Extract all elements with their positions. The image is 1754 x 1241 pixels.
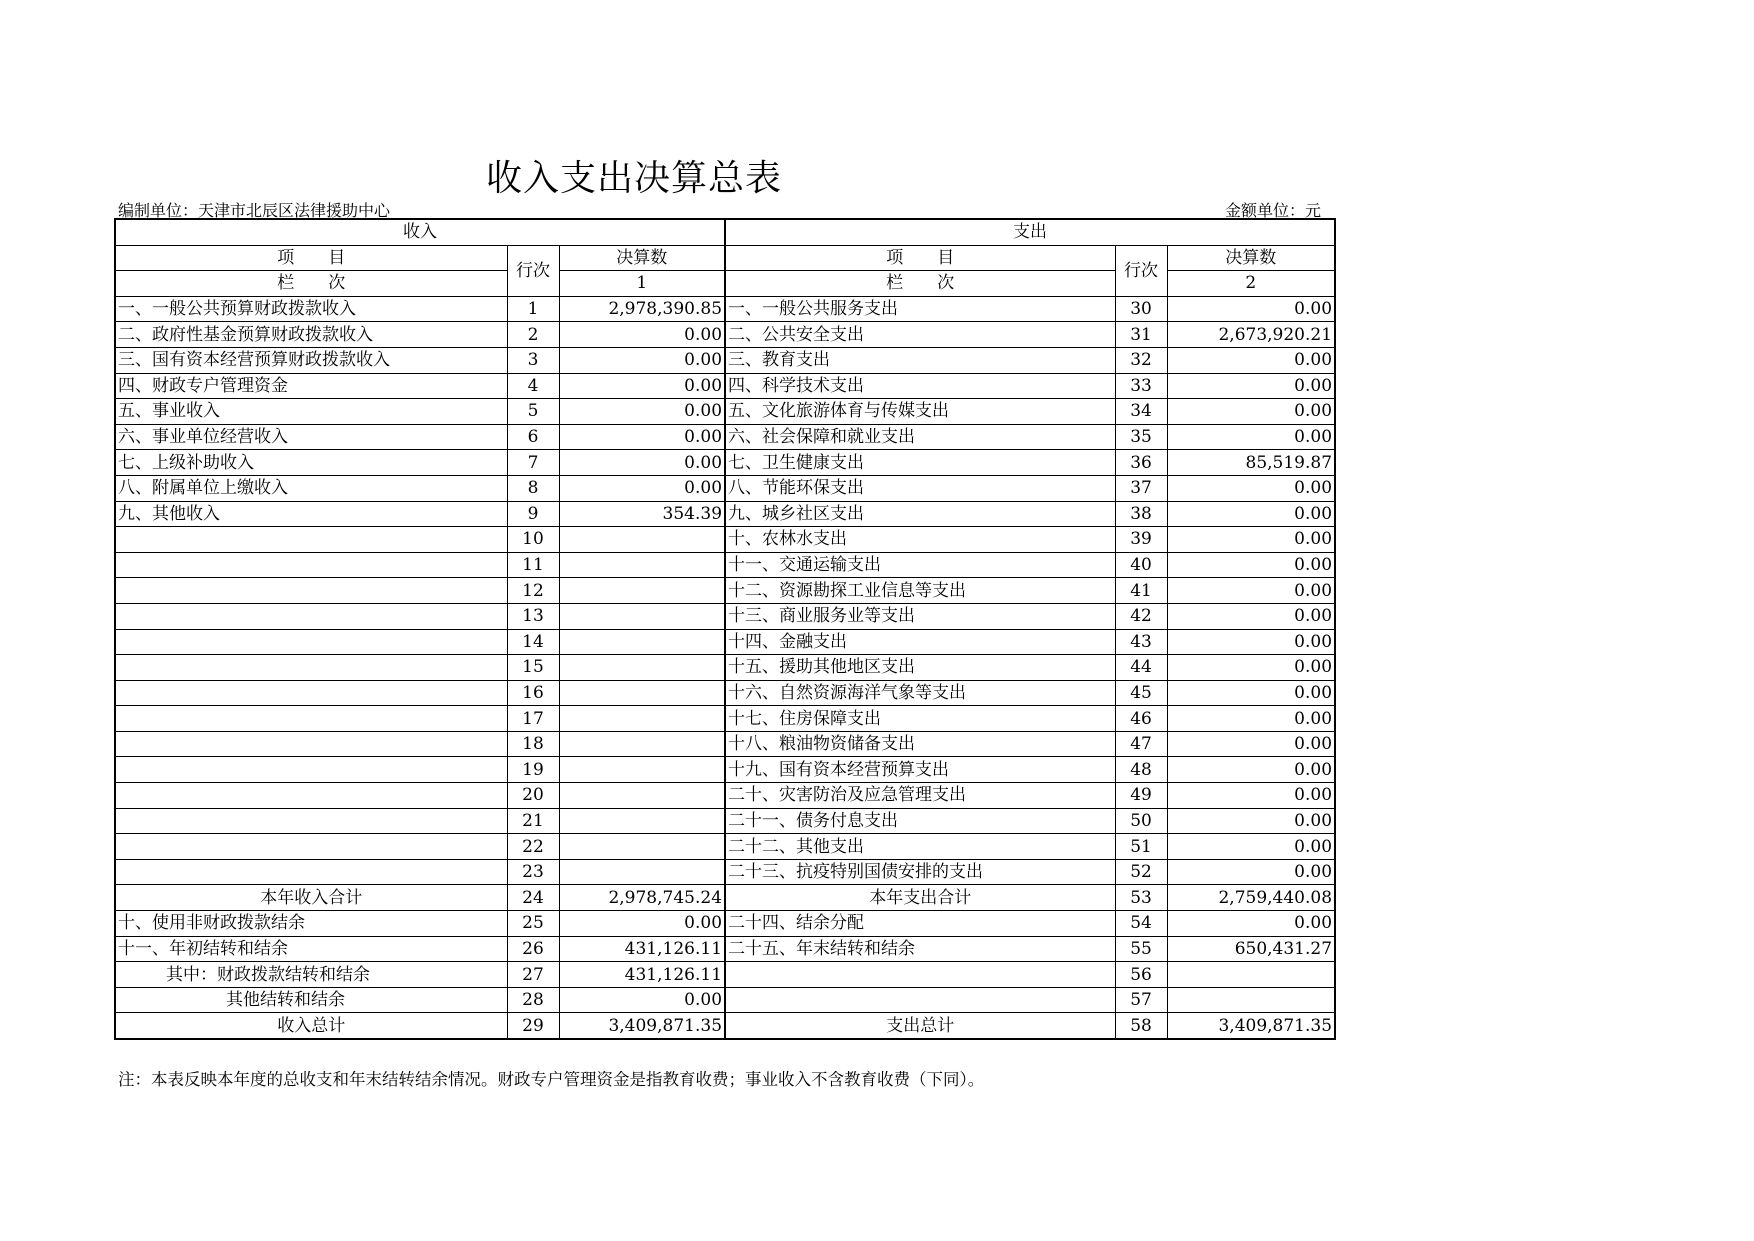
table-row: [115, 885, 1335, 911]
expense-row-no-cell: 30: [1115, 296, 1167, 322]
income-item-cell: 八、附属单位上缴收入: [115, 475, 507, 501]
expense-item-cell: 十八、粮油物资储备支出: [725, 731, 1115, 757]
expense-item-cell: 支出总计: [725, 1013, 1115, 1039]
expense-amount-cell: 0.00: [1167, 680, 1335, 706]
expense-row-no-cell: 53: [1115, 885, 1167, 911]
expense-row-no-cell: 41: [1115, 578, 1167, 604]
income-row-no-cell: 17: [507, 706, 559, 732]
expense-row-no-cell: 40: [1115, 552, 1167, 578]
expense-item-cell: 十七、住房保障支出: [725, 706, 1115, 732]
expense-amount-header: 决算数: [1167, 245, 1335, 271]
expense-row-no-cell: 52: [1115, 859, 1167, 885]
expense-amount-cell: 0.00: [1167, 578, 1335, 604]
income-amount-cell: 0.00: [559, 424, 725, 450]
table-row: [115, 706, 1335, 732]
expense-row-no-cell: 55: [1115, 936, 1167, 962]
income-amount-header: 决算数: [559, 245, 725, 271]
table-row: [115, 680, 1335, 706]
table-row: [115, 987, 1335, 1013]
expense-amount-cell: 0.00: [1167, 629, 1335, 655]
expense-item-cell: 十六、自然资源海洋气象等支出: [725, 680, 1115, 706]
expense-item-cell: 十九、国有资本经营预算支出: [725, 757, 1115, 783]
footnote: 注：本表反映本年度的总收支和年末结转结余情况。财政专户管理资金是指教育收费；事业收入不含教育收费（下同）。: [118, 1070, 985, 1089]
expense-item-cell: 五、文化旅游体育与传媒支出: [725, 399, 1115, 425]
table-row: [115, 527, 1335, 553]
income-section-header: 收入: [115, 219, 725, 245]
expense-row-no-cell: 49: [1115, 783, 1167, 809]
expense-row-no-cell: 45: [1115, 680, 1167, 706]
income-item-cell: [115, 578, 507, 604]
income-row-no-cell: 25: [507, 911, 559, 937]
income-row-no-cell: 13: [507, 603, 559, 629]
income-row-no-cell: 27: [507, 962, 559, 988]
income-row-no-cell: 29: [507, 1013, 559, 1039]
expense-item-cell: 二十一、债务付息支出: [725, 808, 1115, 834]
income-item-cell: 二、政府性基金预算财政拨款收入: [115, 322, 507, 348]
expense-item-cell: [725, 962, 1115, 988]
table-row: [115, 296, 1335, 322]
expense-amount-cell: 0.00: [1167, 501, 1335, 527]
income-row-no-cell: 11: [507, 552, 559, 578]
table-row: [115, 629, 1335, 655]
table-row: [115, 322, 1335, 348]
income-row-no-cell: 6: [507, 424, 559, 450]
income-item-header: 项 目: [115, 245, 507, 271]
income-item-cell: 其他结转和结余: [115, 987, 507, 1013]
income-item-cell: 十一、年初结转和结余: [115, 936, 507, 962]
expense-item-cell: 二十三、抗疫特别国债安排的支出: [725, 859, 1115, 885]
income-amount-cell: 431,126.11: [559, 936, 725, 962]
expense-lanci-header: 栏 次: [725, 271, 1115, 297]
expense-amount-cell: 3,409,871.35: [1167, 1013, 1335, 1039]
income-row-no-cell: 12: [507, 578, 559, 604]
income-row-no-cell: 28: [507, 987, 559, 1013]
expense-item-cell: 八、节能环保支出: [725, 475, 1115, 501]
expense-item-cell: 二十五、年末结转和结余: [725, 936, 1115, 962]
income-amount-cell: [559, 706, 725, 732]
income-row-no-cell: 9: [507, 501, 559, 527]
expense-row-no-cell: 38: [1115, 501, 1167, 527]
income-item-cell: [115, 808, 507, 834]
income-amount-cell: [559, 859, 725, 885]
expense-amount-cell: 0.00: [1167, 296, 1335, 322]
income-amount-cell: 0.00: [559, 373, 725, 399]
expense-item-cell: 十五、援助其他地区支出: [725, 655, 1115, 681]
expense-row-no-cell: 33: [1115, 373, 1167, 399]
expense-amount-cell: 0.00: [1167, 706, 1335, 732]
expense-amount-cell: 0.00: [1167, 347, 1335, 373]
expense-amount-cell: 0.00: [1167, 859, 1335, 885]
income-amount-cell: [559, 629, 725, 655]
table-row: [115, 834, 1335, 860]
income-item-cell: 九、其他收入: [115, 501, 507, 527]
budget-table: [114, 218, 1336, 1040]
income-amount-cell: [559, 603, 725, 629]
income-amount-cell: [559, 552, 725, 578]
expense-amount-cell: 0.00: [1167, 603, 1335, 629]
income-item-cell: 收入总计: [115, 1013, 507, 1039]
expense-item-cell: 二、公共安全支出: [725, 322, 1115, 348]
table-row: [115, 911, 1335, 937]
income-item-cell: [115, 834, 507, 860]
table-row: [115, 501, 1335, 527]
income-amount-cell: [559, 527, 725, 553]
income-amount-cell: 0.00: [559, 475, 725, 501]
expense-row-no-cell: 48: [1115, 757, 1167, 783]
income-item-cell: [115, 859, 507, 885]
income-row-no-cell: 23: [507, 859, 559, 885]
expense-row-no-cell: 35: [1115, 424, 1167, 450]
table-row: [115, 731, 1335, 757]
expense-row-no-cell: 46: [1115, 706, 1167, 732]
expense-item-cell: 六、社会保障和就业支出: [725, 424, 1115, 450]
income-item-cell: [115, 655, 507, 681]
income-item-cell: [115, 629, 507, 655]
expense-amount-cell: 0.00: [1167, 552, 1335, 578]
expense-item-cell: 七、卫生健康支出: [725, 450, 1115, 476]
income-amount-cell: [559, 757, 725, 783]
expense-row-no-cell: 54: [1115, 911, 1167, 937]
expense-amount-cell: 0.00: [1167, 399, 1335, 425]
table-row: [115, 859, 1335, 885]
expense-item-cell: 二十二、其他支出: [725, 834, 1115, 860]
income-row-no-cell: 18: [507, 731, 559, 757]
income-amount-cell: 354.39: [559, 501, 725, 527]
expense-row-no-cell: 42: [1115, 603, 1167, 629]
expense-amount-cell: 0.00: [1167, 655, 1335, 681]
table-row: [115, 399, 1335, 425]
income-amount-cell: 0.00: [559, 450, 725, 476]
expense-amount-cell: 0.00: [1167, 731, 1335, 757]
income-row-no-cell: 22: [507, 834, 559, 860]
table-row: [115, 936, 1335, 962]
table-row: [115, 1013, 1335, 1039]
income-amount-cell: 3,409,871.35: [559, 1013, 725, 1039]
expense-item-cell: 十四、金融支出: [725, 629, 1115, 655]
income-amount-cell: 0.00: [559, 911, 725, 937]
income-item-cell: 本年收入合计: [115, 885, 507, 911]
income-row-no-cell: 16: [507, 680, 559, 706]
expense-amount-cell: 0.00: [1167, 475, 1335, 501]
expense-item-cell: 本年支出合计: [725, 885, 1115, 911]
income-amount-cell: [559, 834, 725, 860]
income-row-no-cell: 5: [507, 399, 559, 425]
expense-item-header: 项 目: [725, 245, 1115, 271]
expense-amount-cell: 0.00: [1167, 424, 1335, 450]
table-row: [115, 808, 1335, 834]
expense-amount-cell: [1167, 962, 1335, 988]
expense-row-no-cell: 43: [1115, 629, 1167, 655]
expense-amount-cell: 0.00: [1167, 808, 1335, 834]
expense-item-cell: 十三、商业服务业等支出: [725, 603, 1115, 629]
income-amount-cell: [559, 731, 725, 757]
expense-item-cell: 十一、交通运输支出: [725, 552, 1115, 578]
table-row: [115, 962, 1335, 988]
table-row: [115, 783, 1335, 809]
expense-item-cell: 三、教育支出: [725, 347, 1115, 373]
expense-amount-cell: 0.00: [1167, 527, 1335, 553]
income-amount-cell: 0.00: [559, 987, 725, 1013]
income-amount-cell: 0.00: [559, 322, 725, 348]
table-row: [115, 603, 1335, 629]
expense-row-no-cell: 57: [1115, 987, 1167, 1013]
table-row: [115, 347, 1335, 373]
expense-row-no-cell: 56: [1115, 962, 1167, 988]
expense-amount-cell: 0.00: [1167, 911, 1335, 937]
table-row: [115, 655, 1335, 681]
income-item-cell: 七、上级补助收入: [115, 450, 507, 476]
expense-col-number: 2: [1167, 271, 1335, 297]
expense-amount-cell: 85,519.87: [1167, 450, 1335, 476]
income-row-no-cell: 1: [507, 296, 559, 322]
income-item-cell: 四、财政专户管理资金: [115, 373, 507, 399]
table-row: [115, 450, 1335, 476]
income-amount-cell: [559, 783, 725, 809]
expense-row-no-cell: 50: [1115, 808, 1167, 834]
expense-item-cell: 一、一般公共服务支出: [725, 296, 1115, 322]
income-amount-cell: 0.00: [559, 347, 725, 373]
header-row-columns: [115, 245, 1335, 271]
income-item-cell: [115, 552, 507, 578]
income-item-cell: 一、一般公共预算财政拨款收入: [115, 296, 507, 322]
expense-amount-cell: [1167, 987, 1335, 1013]
expense-amount-cell: 0.00: [1167, 834, 1335, 860]
table-row: [115, 475, 1335, 501]
expense-amount-cell: 0.00: [1167, 757, 1335, 783]
expense-row-no-cell: 51: [1115, 834, 1167, 860]
income-amount-cell: [559, 655, 725, 681]
income-amount-cell: [559, 808, 725, 834]
income-item-cell: [115, 706, 507, 732]
income-item-cell: [115, 527, 507, 553]
income-item-cell: [115, 731, 507, 757]
income-row-no-header: 行次: [507, 245, 559, 296]
expense-row-no-cell: 39: [1115, 527, 1167, 553]
income-row-no-cell: 20: [507, 783, 559, 809]
expense-row-no-cell: 32: [1115, 347, 1167, 373]
expense-row-no-cell: 44: [1115, 655, 1167, 681]
income-item-cell: 十、使用非财政拨款结余: [115, 911, 507, 937]
income-amount-cell: 2,978,390.85: [559, 296, 725, 322]
expense-row-no-cell: 34: [1115, 399, 1167, 425]
expense-row-no-cell: 37: [1115, 475, 1167, 501]
income-row-no-cell: 14: [507, 629, 559, 655]
income-amount-cell: [559, 680, 725, 706]
table-row: [115, 424, 1335, 450]
page-title: 收入支出决算总表: [486, 158, 783, 199]
compiling-unit: 编制单位：天津市北辰区法律援助中心: [118, 201, 391, 220]
expense-row-no-cell: 36: [1115, 450, 1167, 476]
income-item-cell: 其中：财政拨款结转和结余: [115, 962, 507, 988]
income-item-cell: 六、事业单位经营收入: [115, 424, 507, 450]
currency-unit: 金额单位：元: [1225, 201, 1322, 220]
table-row: [115, 552, 1335, 578]
expense-amount-cell: 2,759,440.08: [1167, 885, 1335, 911]
income-item-cell: [115, 680, 507, 706]
expense-amount-cell: 0.00: [1167, 373, 1335, 399]
expense-amount-cell: 650,431.27: [1167, 936, 1335, 962]
income-row-no-cell: 10: [507, 527, 559, 553]
income-row-no-cell: 24: [507, 885, 559, 911]
expense-item-cell: 四、科学技术支出: [725, 373, 1115, 399]
expense-item-cell: [725, 987, 1115, 1013]
income-lanci-header: 栏 次: [115, 271, 507, 297]
income-row-no-cell: 19: [507, 757, 559, 783]
expense-item-cell: 二十四、结余分配: [725, 911, 1115, 937]
expense-row-no-cell: 31: [1115, 322, 1167, 348]
income-row-no-cell: 21: [507, 808, 559, 834]
expense-amount-cell: 2,673,920.21: [1167, 322, 1335, 348]
income-col-number: 1: [559, 271, 725, 297]
header-row-section: [115, 219, 1335, 245]
expense-item-cell: 九、城乡社区支出: [725, 501, 1115, 527]
income-row-no-cell: 8: [507, 475, 559, 501]
table-row: [115, 757, 1335, 783]
expense-row-no-header: 行次: [1115, 245, 1167, 296]
expense-item-cell: 十、农林水支出: [725, 527, 1115, 553]
income-amount-cell: 431,126.11: [559, 962, 725, 988]
table-row: [115, 373, 1335, 399]
income-amount-cell: [559, 578, 725, 604]
expense-row-no-cell: 58: [1115, 1013, 1167, 1039]
income-amount-cell: 0.00: [559, 399, 725, 425]
income-item-cell: 五、事业收入: [115, 399, 507, 425]
income-amount-cell: 2,978,745.24: [559, 885, 725, 911]
income-row-no-cell: 2: [507, 322, 559, 348]
income-row-no-cell: 15: [507, 655, 559, 681]
expense-row-no-cell: 47: [1115, 731, 1167, 757]
income-row-no-cell: 4: [507, 373, 559, 399]
income-row-no-cell: 7: [507, 450, 559, 476]
income-row-no-cell: 3: [507, 347, 559, 373]
table-row: [115, 578, 1335, 604]
expense-item-cell: 十二、资源勘探工业信息等支出: [725, 578, 1115, 604]
income-item-cell: [115, 603, 507, 629]
expense-section-header: 支出: [725, 219, 1335, 245]
income-item-cell: [115, 757, 507, 783]
expense-amount-cell: 0.00: [1167, 783, 1335, 809]
income-row-no-cell: 26: [507, 936, 559, 962]
income-item-cell: [115, 783, 507, 809]
expense-item-cell: 二十、灾害防治及应急管理支出: [725, 783, 1115, 809]
income-item-cell: 三、国有资本经营预算财政拨款收入: [115, 347, 507, 373]
